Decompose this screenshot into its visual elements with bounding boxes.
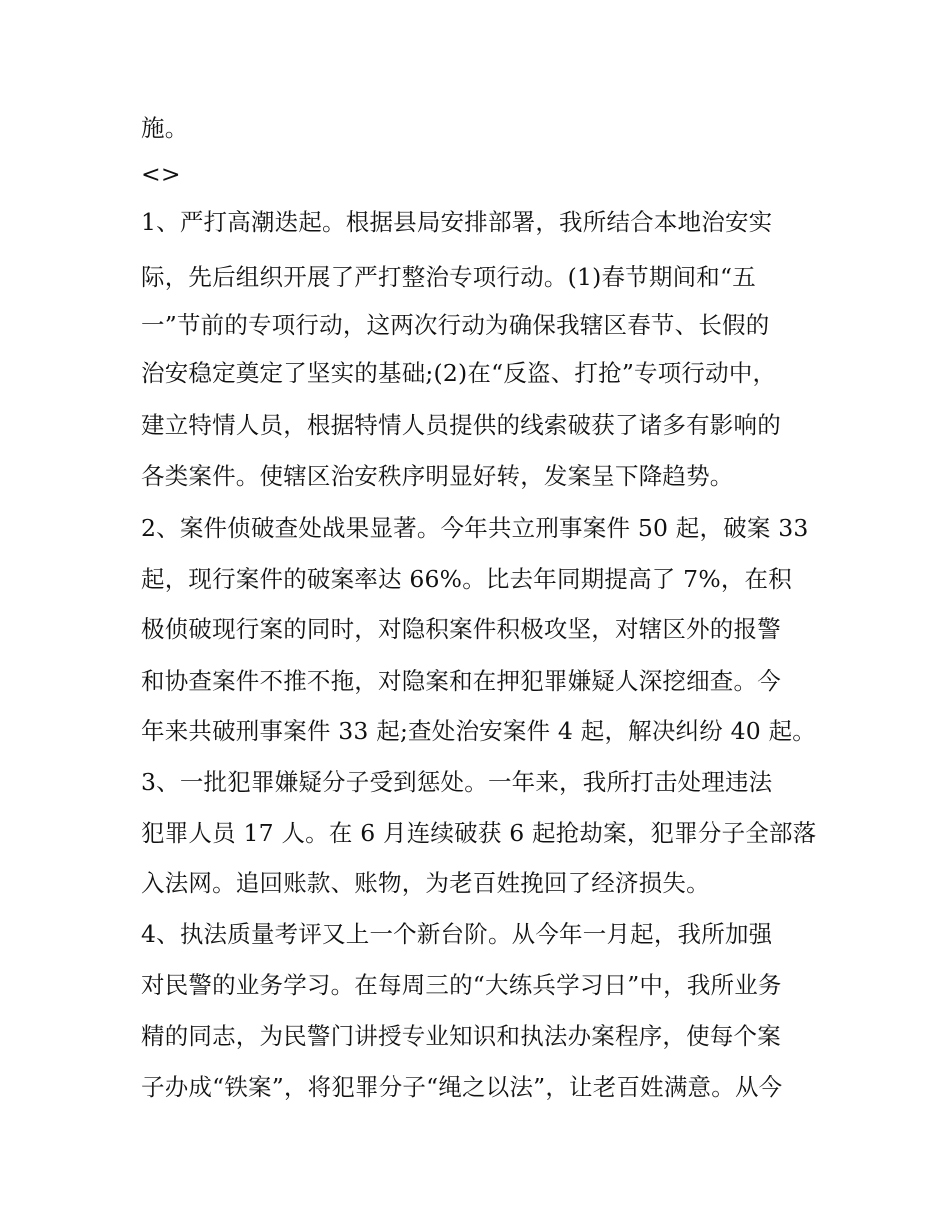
text-line: 3、一批犯罪嫌疑分子受到惩处。一年来，我所打击处理违法 [141,768,773,796]
text-line: 2、案件侦破查处战果显著。今年共立刑事案件 50 起，破案 33 [141,514,809,542]
text-line: 入法网。追回账款、账物，为老百姓挽回了经济损失。 [141,869,710,897]
text-line: 起，现行案件的破案率达 66%。比去年同期提高了 7%，在积 [141,565,792,593]
text-line: 犯罪人员 17 人。在 6 月连续破获 6 起抢劫案，犯罪分子全部落 [141,819,817,847]
text-line: 精的同志，为民警门讲授专业知识和执法办案程序，使每个案 [141,1022,781,1050]
text-line: 1、严打高潮迭起。根据县局安排部署，我所结合本地治安实 [141,208,773,236]
text-line: 治安稳定奠定了坚实的基础;(2)在“反盗、打抢”专项行动中， [141,359,777,387]
text-line: 对民警的业务学习。在每周三的“大练兵学习日”中，我所业务 [141,971,782,999]
text-line: 和协查案件不推不拖，对隐案和在押犯罪嫌疑人深挖细查。今 [141,667,781,695]
text-line: 子办成“铁案”，将犯罪分子“绳之以法”，让老百姓满意。从今 [141,1073,783,1101]
text-line: 4、执法质量考评又上一个新台阶。从今年一月起，我所加强 [141,920,773,948]
text-line: 一”节前的专项行动，这两次行动为确保我辖区春节、长假的 [141,311,770,339]
text-line: 各类案件。使辖区治安秩序明显好转，发案呈下降趋势。 [141,462,734,490]
text-line: 施。 [141,114,189,142]
text-line: 年来共破刑事案件 33 起;查处治安案件 4 起，解决纠纷 40 起。 [141,717,816,745]
text-line: <> [141,160,181,188]
text-line: 建立特情人员，根据特情人员提供的线索破获了诸多有影响的 [141,411,781,439]
text-line: 极侦破现行案的同时，对隐积案件积极攻坚，对辖区外的报警 [141,615,781,643]
text-line: 际，先后组织开展了严打整治专项行动。(1)春节期间和“五 [141,263,756,291]
